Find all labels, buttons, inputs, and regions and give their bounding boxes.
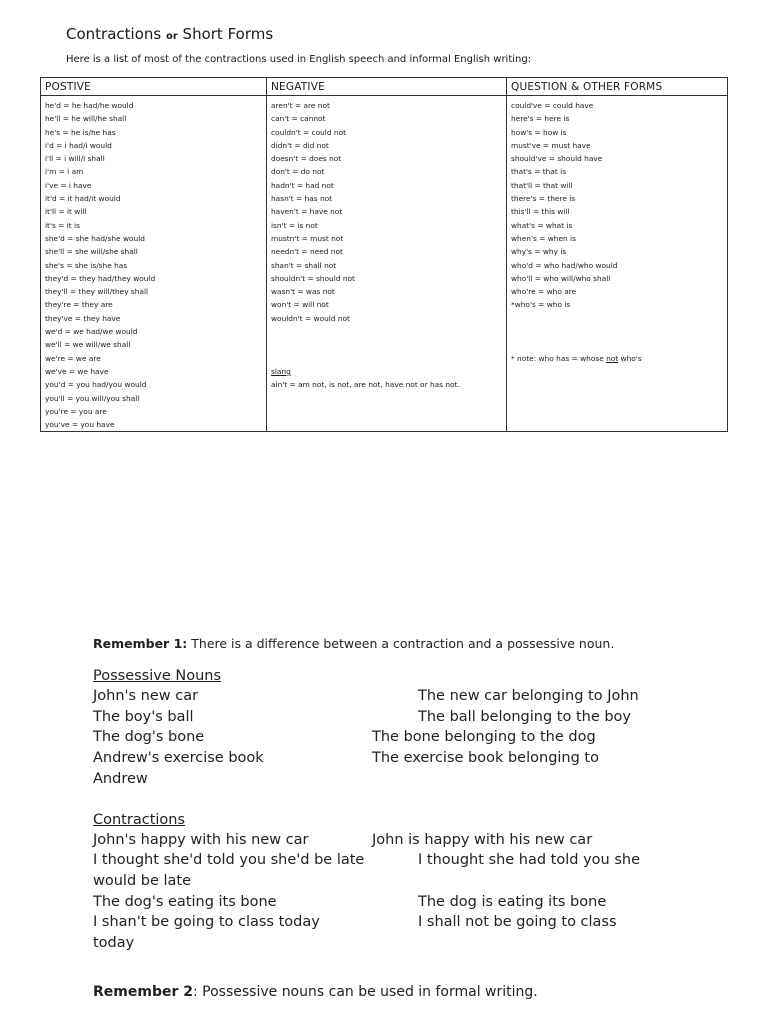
positive-entry: she's = she is/she has bbox=[45, 260, 128, 270]
negative-entry: wasn't = was not bbox=[271, 287, 335, 297]
question-entry: should've = should have bbox=[511, 154, 603, 164]
page-title bbox=[66, 25, 273, 43]
positive-entry: i'd = i had/i would bbox=[45, 140, 112, 150]
possessive-wrap: Andrew bbox=[93, 770, 148, 787]
positive-entry: we're = we are bbox=[45, 353, 101, 363]
negative-entry: don't = do not bbox=[271, 167, 325, 177]
negative-entry: wouldn't = would not bbox=[271, 313, 350, 323]
positive-entry: it'd = it had/it would bbox=[45, 194, 121, 204]
note-pre: * note: who has = whose bbox=[511, 353, 607, 363]
contractions-row bbox=[93, 850, 713, 891]
contractions-row bbox=[93, 912, 713, 953]
possessive-row bbox=[93, 707, 713, 728]
question-entry: that'll = that will bbox=[511, 180, 573, 190]
header-positive: POSTIVE bbox=[41, 78, 267, 96]
positive-entry: they're = they are bbox=[45, 300, 113, 310]
intro-text: Here is a list of most of the contractions used in English speech and informal English writing: bbox=[66, 54, 532, 65]
question-entry: who'll = who will/who shall bbox=[511, 273, 611, 283]
contractions-table bbox=[40, 77, 728, 432]
remember-2 bbox=[93, 984, 713, 1000]
negative-entry: couldn't = could not bbox=[271, 127, 346, 137]
positive-column bbox=[41, 96, 267, 432]
positive-entry: you've = you have bbox=[45, 420, 115, 430]
contractions-left: John's happy with his new car bbox=[93, 831, 309, 848]
contractions-heading: Contractions bbox=[93, 811, 186, 828]
negative-entry: aren't = are not bbox=[271, 101, 330, 110]
positive-entry: we've = we have bbox=[45, 366, 109, 376]
remember-2-label: Remember 2 bbox=[93, 983, 193, 1000]
negative-entry: can't = cannot bbox=[271, 114, 326, 124]
note-underline: not bbox=[606, 353, 619, 363]
negative-entry: didn't = did not bbox=[271, 140, 329, 150]
question-entry: who're = who are bbox=[511, 287, 577, 297]
contractions-wrap: would be late bbox=[93, 872, 192, 889]
positive-entry: i'm = i am bbox=[45, 167, 84, 177]
slang-label: slang bbox=[271, 366, 291, 376]
remember-2-text: : Possessive nouns can be used in formal writing. bbox=[192, 983, 538, 1000]
possessive-row bbox=[93, 748, 713, 789]
question-entry: how's = how is bbox=[511, 127, 567, 137]
note-post: who's bbox=[618, 353, 642, 363]
title-text-2: Short Forms bbox=[177, 25, 274, 43]
positive-entry: he'd = he had/he would bbox=[45, 101, 134, 110]
positive-entry: she'd = she had/she would bbox=[45, 233, 145, 243]
slang-text: ain't = am not, is not, are not, have not or has not. bbox=[271, 380, 460, 390]
contractions-right: John is happy with his new car bbox=[372, 831, 593, 848]
possessive-right: The new car belonging to John bbox=[418, 688, 639, 704]
positive-entry: i've = i have bbox=[45, 180, 92, 190]
negative-entry: needn't = need not bbox=[271, 247, 343, 257]
contractions-left: The dog's eating its bone bbox=[93, 893, 277, 910]
contractions-list bbox=[93, 830, 713, 954]
negative-entry: hadn't = had not bbox=[271, 180, 334, 190]
positive-entry: you'll = you will/you shall bbox=[45, 393, 140, 403]
negative-entry: isn't = is not bbox=[271, 220, 318, 230]
question-entry: here's = here is bbox=[511, 114, 570, 124]
possessive-left: Andrew's exercise book bbox=[93, 750, 264, 767]
header-negative: NEGATIVE bbox=[267, 78, 507, 96]
question-entry: what's = what is bbox=[511, 220, 573, 230]
question-entry: could've = could have bbox=[511, 101, 594, 110]
possessive-right: The bone belonging to the dog bbox=[372, 729, 596, 746]
positive-entry: we'll = we will/we shall bbox=[45, 340, 131, 350]
contractions-left: I thought she'd told you she'd be late bbox=[93, 852, 365, 869]
question-column bbox=[507, 96, 728, 432]
title-text: Contractions bbox=[66, 25, 166, 43]
negative-entry: hasn't = has not bbox=[271, 194, 333, 204]
possessive-left: The dog's bone bbox=[93, 729, 205, 746]
header-question: QUESTION & OTHER FORMS bbox=[507, 78, 728, 96]
contractions-right: I thought she had told you she bbox=[418, 852, 640, 869]
note-text bbox=[511, 352, 723, 365]
negative-entry: won't = will not bbox=[271, 300, 329, 310]
positive-entry: you're = you are bbox=[45, 406, 107, 416]
possessive-right: The exercise book belonging to bbox=[372, 750, 599, 767]
positive-entry: he'll = he will/he shall bbox=[45, 114, 127, 124]
possessive-row bbox=[93, 686, 713, 707]
negative-column bbox=[267, 96, 507, 432]
remember-1-label: Remember 1: bbox=[93, 636, 188, 651]
negative-entry: doesn't = does not bbox=[271, 154, 342, 164]
question-entry: this'll = this will bbox=[511, 207, 570, 217]
possessive-left: The boy's ball bbox=[93, 708, 194, 725]
remember-section bbox=[93, 634, 713, 1000]
remember-1 bbox=[93, 634, 713, 654]
positive-entry: they've = they have bbox=[45, 313, 121, 323]
contractions-row bbox=[93, 830, 713, 851]
title-or: or bbox=[165, 31, 178, 42]
question-entry: why's = why is bbox=[511, 247, 567, 257]
question-entry: who'd = who had/who would bbox=[511, 260, 618, 270]
positive-entry: we'd = we had/we would bbox=[45, 327, 138, 337]
contractions-right: The dog is eating its bone bbox=[418, 893, 607, 910]
positive-entry: i'll = i will/i shall bbox=[45, 154, 105, 164]
positive-entry: they'll = they will/they shall bbox=[45, 287, 149, 297]
contractions-row bbox=[93, 892, 713, 913]
question-entry: *who's = who is bbox=[511, 300, 571, 310]
negative-entry: haven't = have not bbox=[271, 207, 343, 217]
remember-1-text: There is a difference between a contraction and a possessive noun. bbox=[187, 636, 615, 651]
contractions-wrap: today bbox=[93, 935, 135, 952]
possessive-row bbox=[93, 727, 713, 748]
question-entry: must've = must have bbox=[511, 140, 591, 150]
possessive-left: John's new car bbox=[93, 688, 199, 704]
positive-entry: it's = it is bbox=[45, 220, 80, 230]
negative-entry: shouldn't = should not bbox=[271, 273, 355, 283]
question-entry: there's = there is bbox=[511, 194, 576, 204]
negative-entry: mustn't = must not bbox=[271, 233, 344, 243]
positive-entry: she'll = she will/she shall bbox=[45, 247, 138, 257]
contractions-left: I shan't be going to class today bbox=[93, 914, 320, 931]
possessive-right: The ball belonging to the boy bbox=[418, 708, 632, 725]
negative-entry: shan't = shall not bbox=[271, 260, 337, 270]
question-entry: when's = when is bbox=[511, 233, 576, 243]
positive-entry: he's = he is/he has bbox=[45, 127, 116, 137]
positive-entry: it'll = it will bbox=[45, 207, 87, 217]
positive-entry: they'd = they had/they would bbox=[45, 273, 156, 283]
question-entry: that's = that is bbox=[511, 167, 567, 177]
contractions-right: I shall not be going to class bbox=[418, 914, 617, 931]
possessive-list bbox=[93, 686, 713, 790]
positive-entry: you'd = you had/you would bbox=[45, 380, 147, 390]
possessive-heading: Possessive Nouns bbox=[93, 668, 222, 684]
